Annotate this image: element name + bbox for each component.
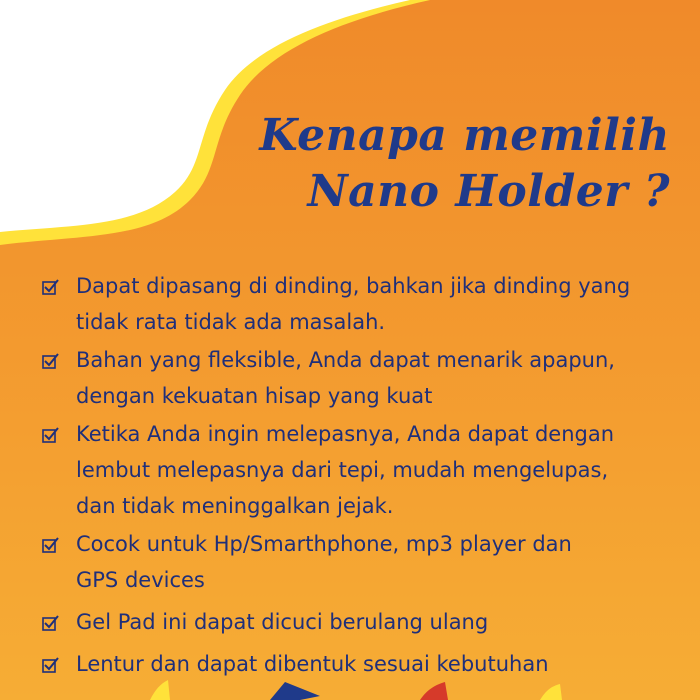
headline-line-2: Nano Holder ?: [307, 166, 670, 217]
feature-text-line: Ketika Anda ingin melepasnya, Anda dapat dengan: [76, 422, 615, 446]
checkbox-checked-icon: [42, 278, 60, 296]
feature-item: [40, 416, 680, 524]
feature-text-line: dan tidak meninggalkan jejak.: [76, 494, 394, 518]
feature-item: [40, 604, 680, 640]
checkbox-checked-icon: [42, 426, 60, 444]
checkbox-checked-icon: [42, 536, 60, 554]
feature-text-line: Bahan yang fleksible, Anda dapat menarik apapun,: [76, 348, 615, 372]
feature-text-line: lembut melepasnya dari tepi, mudah mengelupas,: [76, 458, 609, 482]
feature-item: [40, 268, 680, 340]
feature-text-line: Lentur dan dapat dibentuk sesuai kebutuhan: [76, 652, 549, 676]
feature-text-line: Gel Pad ini dapat dicuci berulang ulang: [76, 610, 489, 634]
feature-text-line: Cocok untuk Hp/Smarthphone, mp3 player dan: [76, 532, 572, 556]
headline: [259, 108, 670, 220]
feature-list: [40, 268, 680, 684]
checkbox-checked-icon: [42, 614, 60, 632]
feature-text-line: GPS devices: [76, 568, 205, 592]
feature-text-line: tidak rata tidak ada masalah.: [76, 310, 386, 334]
feature-text-line: Dapat dipasang di dinding, bahkan jika dinding yang: [76, 274, 631, 298]
bottom-decoration: [0, 660, 700, 700]
feature-item: [40, 342, 680, 414]
headline-line-1: Kenapa memilih: [259, 110, 670, 161]
checkbox-checked-icon: [42, 352, 60, 370]
feature-item: [40, 526, 680, 598]
feature-text-line: dengan kekuatan hisap yang kuat: [76, 384, 433, 408]
